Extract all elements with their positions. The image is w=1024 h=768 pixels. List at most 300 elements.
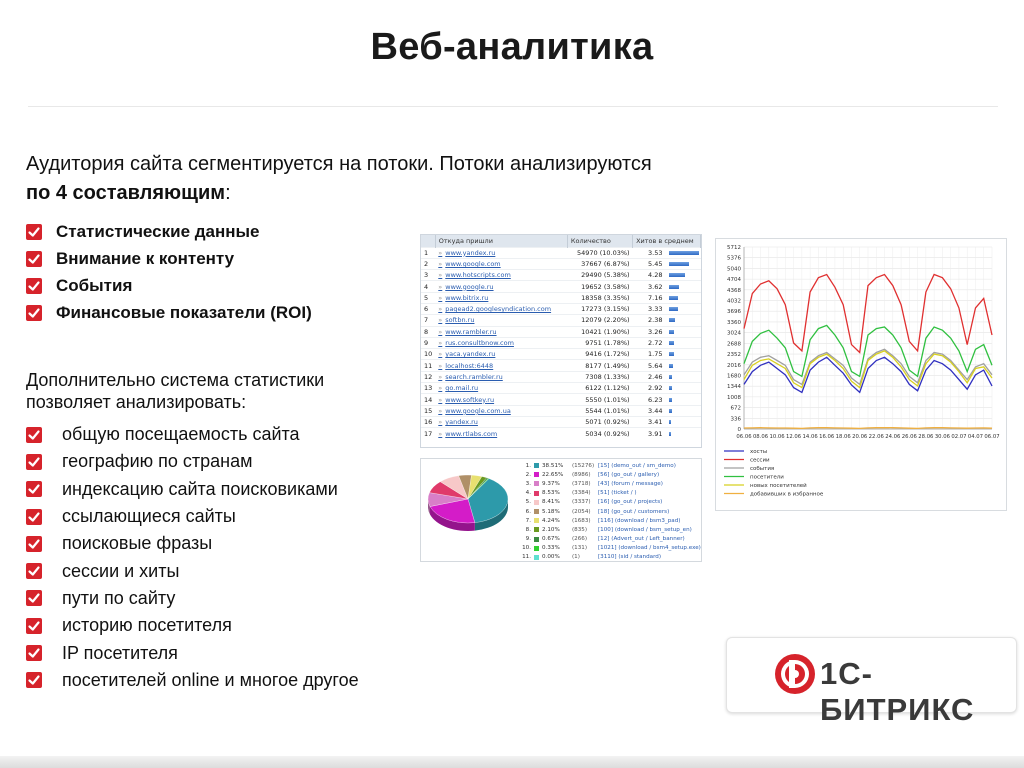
legend-index: 7. (525, 517, 531, 524)
row-bar (669, 420, 672, 424)
table-row (421, 416, 701, 427)
row-index: 9 (421, 337, 435, 348)
row-count: 7308 (1.33%) (567, 371, 632, 382)
row-avg-hits: 2.92 (633, 383, 666, 394)
row-count: 8177 (1.49%) (567, 360, 632, 371)
row-bar-cell (666, 416, 701, 427)
row-source-link[interactable] (435, 258, 567, 269)
legend-percent: 38.51% (542, 462, 564, 469)
component-item-label: События (56, 275, 133, 295)
x-tick-label: 24.06 (885, 434, 901, 440)
feature-item (26, 585, 359, 612)
row-source-link[interactable] (435, 281, 567, 292)
row-source-url[interactable]: go.mail.ru (445, 384, 479, 393)
row-bar (669, 398, 672, 402)
legend-index: 2. (525, 471, 531, 478)
component-item (26, 272, 312, 299)
row-count: 5544 (1.01%) (567, 405, 632, 416)
table-row (421, 281, 701, 292)
arrow-icon: » (438, 248, 443, 257)
y-tick-label: 4704 (727, 277, 741, 284)
intro-line-1: Аудитория сайта сегментируется на потоки. Потоки анализируются (26, 153, 652, 175)
row-source-url[interactable]: www.bitrix.ru (445, 293, 489, 302)
legend-event-link[interactable]: [12] (Advert_out / Left_banner) (598, 536, 685, 543)
y-tick-label: 5712 (727, 245, 741, 251)
row-avg-hits: 5.45 (633, 258, 666, 269)
legend-swatch (534, 555, 539, 560)
pie-legend-item (517, 516, 701, 525)
row-bar-cell (666, 360, 701, 371)
checkbox-icon (26, 509, 42, 525)
checkbox-icon (26, 278, 42, 294)
x-tick-label: 04.07 (967, 434, 984, 440)
row-bar-cell (666, 326, 701, 337)
checkbox-icon (26, 251, 42, 267)
row-avg-hits: 2.38 (633, 315, 666, 326)
y-tick-label: 0 (737, 427, 741, 433)
legend-percent: 0.33% (542, 545, 560, 552)
feature-item (26, 639, 359, 666)
x-tick-label: 28.06 (918, 434, 934, 440)
feature-item-label: IP посетителя (62, 642, 178, 663)
bottom-bar (0, 756, 1024, 768)
row-source-link[interactable] (435, 247, 567, 258)
legend-label: хосты (750, 449, 768, 455)
row-avg-hits: 2.46 (633, 371, 666, 382)
y-tick-label: 336 (730, 416, 741, 423)
y-tick-label: 2688 (727, 341, 741, 348)
feature-item (26, 530, 359, 557)
y-tick-label: 2352 (727, 352, 741, 359)
y-tick-label: 1680 (727, 373, 741, 380)
traffic-line-chart-panel (715, 238, 1007, 511)
legend-index: 6. (525, 508, 531, 515)
row-bar (669, 341, 674, 345)
legend-count: (3718) (572, 480, 591, 487)
legend-index: 11. (522, 554, 531, 561)
y-tick-label: 1008 (727, 394, 741, 401)
row-avg-hits: 5.64 (633, 360, 666, 371)
y-tick-label: 3360 (727, 319, 741, 326)
row-avg-hits: 3.62 (633, 281, 666, 292)
pie-legend (517, 461, 701, 562)
row-source-link[interactable] (435, 416, 567, 427)
row-source-link[interactable] (435, 371, 567, 382)
checkbox-icon (26, 645, 42, 661)
row-source-link[interactable] (435, 270, 567, 281)
y-tick-label: 1344 (727, 384, 741, 391)
x-tick-label: 14.06 (802, 434, 818, 440)
arrow-icon: » (438, 384, 443, 393)
arrow-icon: » (438, 305, 443, 314)
legend-label: события (750, 466, 775, 472)
y-tick-label: 3024 (727, 330, 741, 337)
row-source-link[interactable] (435, 428, 567, 439)
table-row (421, 315, 701, 326)
checkbox-icon (26, 563, 42, 579)
arrow-icon: » (438, 350, 443, 359)
row-count: 5550 (1.01%) (567, 394, 632, 405)
row-bar (669, 375, 673, 379)
row-avg-hits: 4.28 (633, 270, 666, 281)
col-source[interactable]: Откуда пришли (435, 235, 567, 247)
events-pie-panel (420, 458, 702, 562)
table-row (421, 258, 701, 269)
row-bar (669, 273, 685, 277)
legend-index: 5. (525, 499, 531, 506)
row-source-link[interactable] (435, 326, 567, 337)
arrow-icon: » (438, 361, 443, 370)
row-index: 5 (421, 292, 435, 303)
legend-event-link[interactable]: [18] (go_out / customers) (598, 508, 670, 515)
row-source-url[interactable]: www.softkey.ru (445, 395, 495, 404)
legend-percent: 8.53% (542, 490, 560, 497)
row-index: 11 (421, 360, 435, 371)
x-tick-label: 02.07 (951, 434, 967, 440)
row-avg-hits: 3.26 (633, 326, 666, 337)
legend-swatch (534, 472, 539, 477)
arrow-icon: » (438, 339, 443, 348)
row-bar-cell (666, 247, 701, 258)
arrow-icon: » (438, 429, 443, 438)
row-index: 16 (421, 416, 435, 427)
row-bar (669, 296, 679, 300)
checkbox-icon (26, 224, 42, 240)
row-source-url[interactable]: yandex.ru (445, 418, 478, 427)
row-avg-hits: 3.91 (633, 428, 666, 439)
row-index: 17 (421, 428, 435, 439)
intro-line-2 (26, 179, 652, 208)
legend-label: новых посетителей (750, 483, 807, 489)
row-count: 37667 (6.87%) (567, 258, 632, 269)
legend-index: 1. (525, 462, 531, 469)
component-item-label: Статистические данные (56, 221, 260, 241)
intro-colon: : (225, 182, 231, 204)
feature-item (26, 612, 359, 639)
legend-swatch (534, 491, 539, 496)
y-tick-label: 3696 (727, 309, 741, 316)
additional-line-2: позволяет анализировать: (26, 392, 247, 412)
legend-count: (835) (572, 526, 588, 533)
row-bar (669, 285, 680, 289)
feature-item (26, 421, 359, 448)
additional-text (26, 369, 324, 413)
row-count: 9751 (1.78%) (567, 337, 632, 348)
row-count: 54970 (10.03%) (567, 247, 632, 258)
y-tick-label: 2016 (727, 362, 741, 369)
legend-event-link[interactable]: [116] (download / bsm3_pad) (598, 517, 681, 524)
row-bar-cell (666, 258, 701, 269)
y-tick-label: 4368 (727, 287, 741, 294)
feature-item (26, 667, 359, 694)
legend-percent: 8.41% (542, 499, 560, 506)
table-row (421, 270, 701, 281)
row-avg-hits: 3.44 (633, 405, 666, 416)
traffic-line-chart (716, 239, 1006, 510)
component-item-label: Финансовые показатели (ROI) (56, 302, 312, 322)
col-count[interactable]: Количество (567, 235, 632, 247)
legend-index: 3. (525, 480, 531, 487)
pie-legend-item (517, 553, 701, 562)
pie-legend-item (517, 525, 701, 534)
bitrix-logo-icon (773, 652, 817, 696)
table-row (421, 247, 701, 258)
table-row (421, 394, 701, 405)
table-row (421, 292, 701, 303)
x-tick-label: 22.06 (868, 434, 884, 440)
x-tick-label: 16.06 (819, 434, 835, 440)
row-source-url[interactable]: www.hotscripts.com (445, 271, 511, 280)
table-row (421, 337, 701, 348)
table-row (421, 326, 701, 337)
col-avg-hits[interactable]: Хитов в среднем (633, 235, 701, 247)
row-index: 4 (421, 281, 435, 292)
arrow-icon: » (438, 406, 443, 415)
x-tick-label: 08.06 (752, 434, 769, 440)
row-avg-hits: 3.53 (633, 247, 666, 258)
row-source-link[interactable] (435, 315, 567, 326)
row-count: 17273 (3.15%) (567, 303, 632, 314)
row-source-link[interactable] (435, 349, 567, 360)
arrow-icon: » (438, 327, 443, 336)
legend-event-link[interactable]: [1021] (download / bsm4_setup.exe) (598, 545, 701, 552)
legend-swatch (534, 546, 539, 551)
legend-event-link[interactable]: [16] (go_out / projects) (598, 499, 663, 506)
legend-label: посетители (750, 474, 784, 481)
row-source-url[interactable]: www.yandex.ru (445, 248, 496, 257)
pie-legend-item (517, 470, 701, 479)
legend-percent: 2.10% (542, 526, 560, 533)
component-item (26, 218, 312, 245)
row-bar-cell (666, 349, 701, 360)
legend-count: (1683) (572, 517, 591, 524)
row-count: 19652 (3.58%) (567, 281, 632, 292)
feature-item-label: общую посещаемость сайта (62, 424, 300, 445)
row-index: 12 (421, 371, 435, 382)
legend-index: 9. (525, 536, 531, 543)
table-row (421, 428, 701, 439)
feature-item (26, 448, 359, 475)
row-bar-cell (666, 371, 701, 382)
legend-percent: 22.65% (542, 471, 564, 478)
row-source-url[interactable]: www.rambler.ru (445, 327, 497, 336)
arrow-icon: » (438, 293, 443, 302)
pie-legend-item (517, 535, 701, 544)
legend-count: (3337) (572, 499, 591, 506)
legend-label: добавивших в избранное (750, 491, 824, 498)
series-line (744, 428, 992, 429)
row-bar-cell (666, 270, 701, 281)
legend-event-link[interactable]: [15] (demo_out / sm_demo) (598, 462, 676, 469)
x-tick-label: 30.06 (934, 434, 950, 440)
y-tick-label: 5376 (727, 255, 741, 262)
row-bar-cell (666, 303, 701, 314)
row-bar (669, 364, 674, 368)
legend-percent: 4.24% (542, 517, 560, 524)
table-row (421, 383, 701, 394)
row-source-url[interactable]: localhost:6448 (445, 361, 494, 370)
components-list (26, 218, 312, 326)
legend-percent: 5.18% (542, 508, 560, 515)
legend-swatch (534, 481, 539, 486)
title-divider (28, 106, 998, 107)
row-count: 12079 (2.20%) (567, 315, 632, 326)
x-tick-label: 06.07 (984, 434, 1000, 440)
row-count: 5034 (0.92%) (567, 428, 632, 439)
row-count: 18358 (3.35%) (567, 292, 632, 303)
row-source-url[interactable]: www.google.com.ua (445, 406, 511, 415)
events-pie-chart (423, 461, 518, 561)
legend-count: (131) (572, 545, 588, 552)
row-bar (669, 262, 690, 266)
row-source-url[interactable]: www.rtlabs.com (445, 429, 498, 438)
referrers-table-panel (420, 234, 702, 448)
legend-swatch (534, 509, 539, 514)
legend-count: (1) (572, 554, 580, 561)
legend-swatch (534, 463, 539, 468)
legend-event-link[interactable]: [100] (download / bsm_setup_en) (598, 526, 692, 533)
intro-bold: по 4 составляющим (26, 182, 226, 204)
row-bar (669, 318, 676, 322)
row-bar-cell (666, 394, 701, 405)
intro-text (26, 150, 652, 208)
row-avg-hits: 3.41 (633, 416, 666, 427)
legend-label: сессии (750, 457, 770, 464)
x-tick-label: 18.06 (835, 434, 851, 440)
additional-line-1: Дополнительно система статистики (26, 370, 325, 390)
pie-legend-item (517, 498, 701, 507)
legend-index: 10. (522, 545, 531, 552)
row-source-url[interactable]: rus.consultbnow.com (445, 339, 514, 348)
feature-item-label: ссылающиеся сайты (62, 506, 236, 527)
row-bar (669, 251, 699, 255)
feature-item (26, 503, 359, 530)
legend-event-link[interactable]: [3110] (sid / standard) (598, 554, 662, 561)
legend-event-link[interactable]: [43] (forum / message) (598, 480, 663, 487)
legend-count: (266) (572, 536, 588, 543)
row-index: 14 (421, 394, 435, 405)
features-list (26, 421, 359, 694)
row-bar-cell (666, 428, 701, 439)
row-index: 6 (421, 303, 435, 314)
checkbox-icon (26, 454, 42, 470)
row-source-link[interactable] (435, 337, 567, 348)
row-bar-cell (666, 315, 701, 326)
row-index: 1 (421, 247, 435, 258)
feature-item-label: географию по странам (62, 451, 253, 472)
arrow-icon: » (438, 282, 443, 291)
feature-item-label: пути по сайту (62, 587, 176, 608)
row-bar (669, 386, 672, 390)
row-count: 9416 (1.72%) (567, 349, 632, 360)
y-tick-label: 5040 (727, 266, 741, 273)
legend-percent: 0.67% (542, 536, 560, 543)
row-source-link[interactable] (435, 383, 567, 394)
row-index: 13 (421, 383, 435, 394)
x-tick-label: 26.06 (901, 434, 917, 440)
row-source-url[interactable]: softbn.ru (445, 316, 475, 325)
legend-swatch (534, 527, 539, 532)
brand-name: 1С-БИТРИКС (820, 656, 975, 727)
row-bar-cell (666, 281, 701, 292)
legend-event-link[interactable]: [51] (ticket / ) (598, 490, 637, 497)
row-source-url[interactable]: pagead2.googlesyndication.com (445, 305, 552, 314)
referrers-table (421, 235, 701, 439)
row-source-url[interactable]: yaca.yandex.ru (445, 350, 496, 359)
row-bar (669, 352, 674, 356)
row-avg-hits: 3.33 (633, 303, 666, 314)
legend-count: (2054) (572, 508, 591, 515)
row-avg-hits: 2.72 (633, 337, 666, 348)
brand-logo-box (726, 637, 1017, 727)
feature-item (26, 476, 359, 503)
row-index: 8 (421, 326, 435, 337)
arrow-icon: » (438, 372, 443, 381)
table-row (421, 349, 701, 360)
table-row (421, 360, 701, 371)
legend-swatch (534, 537, 539, 542)
row-count: 10421 (1.90%) (567, 326, 632, 337)
row-count: 6122 (1.12%) (567, 383, 632, 394)
row-source-url[interactable]: www.google.ru (445, 282, 494, 291)
feature-item-label: индексацию сайта поисковиками (62, 478, 338, 499)
checkbox-icon (26, 590, 42, 606)
slide-title: Веб-аналитика (370, 26, 654, 68)
row-bar-cell (666, 337, 701, 348)
x-tick-label: 20.06 (852, 434, 868, 440)
row-count: 29490 (5.38%) (567, 270, 632, 281)
arrow-icon: » (438, 395, 443, 404)
row-source-link[interactable] (435, 303, 567, 314)
row-bar-cell (666, 292, 701, 303)
arrow-icon: » (438, 259, 443, 268)
y-tick-label: 4032 (727, 298, 741, 305)
row-index: 2 (421, 258, 435, 269)
row-index: 3 (421, 270, 435, 281)
row-count: 5071 (0.92%) (567, 416, 632, 427)
row-avg-hits: 1.75 (633, 349, 666, 360)
row-source-url[interactable]: search.rambler.ru (445, 372, 503, 381)
row-source-link[interactable] (435, 394, 567, 405)
feature-item-label: историю посетителя (62, 615, 232, 636)
checkbox-icon (26, 427, 42, 443)
row-source-url[interactable]: www.google.com (445, 259, 501, 268)
component-item-label: Внимание к контенту (56, 248, 235, 268)
legend-index: 4. (525, 490, 531, 497)
checkbox-icon (26, 481, 42, 497)
col-index (421, 235, 435, 247)
row-source-link[interactable] (435, 360, 567, 371)
row-index: 10 (421, 349, 435, 360)
checkbox-icon (26, 536, 42, 552)
x-tick-label: 06.06 (736, 434, 752, 440)
checkbox-icon (26, 305, 42, 321)
feature-item-label: поисковые фразы (62, 533, 213, 554)
row-source-link[interactable] (435, 405, 567, 416)
row-bar (669, 307, 678, 311)
legend-count: (8986) (572, 471, 591, 478)
row-bar (669, 409, 672, 413)
legend-event-link[interactable]: [56] (go_out / gallery) (598, 471, 660, 478)
row-source-link[interactable] (435, 292, 567, 303)
row-bar (669, 330, 675, 334)
legend-swatch (534, 500, 539, 505)
legend-percent: 9.37% (542, 480, 560, 487)
row-bar-cell (666, 383, 701, 394)
row-avg-hits: 7.16 (633, 292, 666, 303)
arrow-icon: » (438, 418, 443, 427)
referrers-tbody (421, 247, 701, 439)
